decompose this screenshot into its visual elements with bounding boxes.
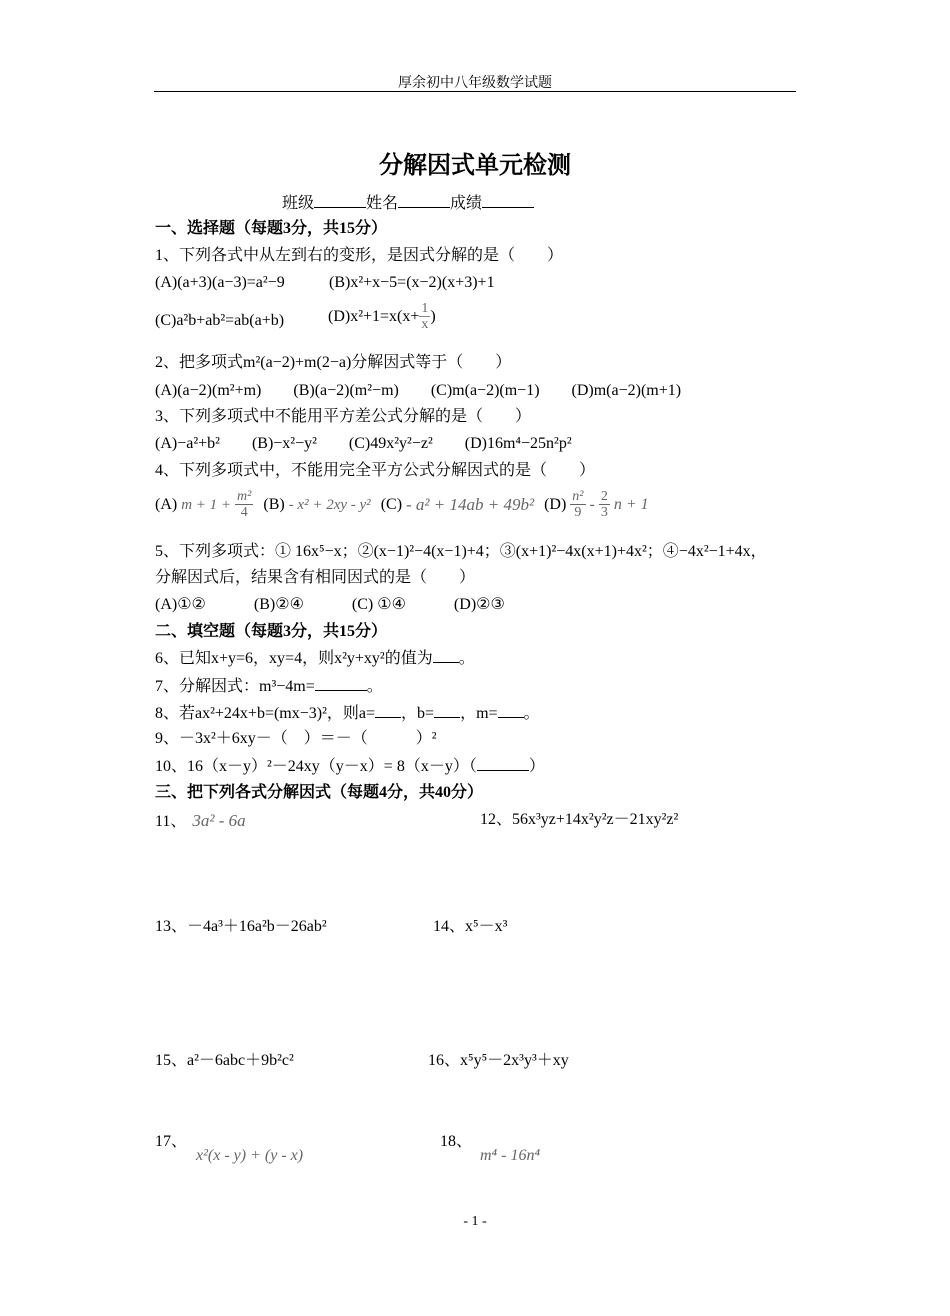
q5-stem-2: 分解因式后，结果含有相同因式的是（ ） (155, 569, 476, 586)
q4-a-fraction (235, 490, 253, 520)
page-title: 分解因式单元检测 (379, 151, 571, 179)
q4-a-expr: m + 1 + (181, 497, 232, 513)
q4-options (155, 490, 649, 520)
q17-expr: x²(x - y) + (y - x) (196, 1147, 304, 1164)
q2-options: (A)(a−2)(m²+m) (B)(a−2)(m²−m) (C)m(a−2)(m−1) (D)m(a−2)(m+1) (155, 382, 682, 399)
q6-end: 。 (458, 650, 475, 667)
q10-blank[interactable] (477, 756, 529, 771)
name-label: 姓名 (366, 195, 399, 212)
q7-end: 。 (366, 678, 383, 695)
q15-text: 15、a²－6abc＋9b²c² (155, 1052, 294, 1069)
q4-d-fraction-1 (570, 490, 585, 520)
q4-a-prefix: (A) (155, 496, 178, 513)
q18-label: 18、 (440, 1133, 473, 1150)
q11 (155, 811, 246, 832)
q8-blank-m[interactable] (498, 703, 524, 718)
q7 (155, 676, 383, 697)
q8 (155, 703, 540, 724)
q1-d-den: x (421, 317, 429, 332)
q4-d-num1: n² (572, 489, 584, 504)
q4-d-den1: 9 (570, 504, 585, 520)
q6 (155, 648, 475, 669)
q11-expr: 3a² - 6a (192, 811, 246, 830)
q3-stem: 3、下列多项式中不能用平方差公式分解的是（ ） (155, 408, 532, 425)
section-1-heading: 一、选择题（每题3分，共15分） (155, 220, 388, 237)
q10 (155, 756, 545, 777)
q12-text: 12、56x³yz+14x²y²z－21xy²z² (480, 811, 679, 828)
q1-option-a: (A)(a+3)(a−3)=a²−9 (155, 274, 285, 291)
q4-b-prefix: (B) (263, 496, 285, 513)
q4-d-prefix: (D) (544, 496, 567, 513)
q4-a-den: 4 (235, 504, 253, 520)
q4-d-den2: 3 (600, 505, 608, 520)
q4-a-num: m² (237, 489, 252, 504)
q4-c-expr: - a² + 14ab + 49b² (406, 495, 535, 514)
q11-label: 11、 (155, 813, 187, 830)
class-blank[interactable] (314, 193, 366, 208)
q8-p3: ，m= (460, 705, 498, 722)
q6-blank[interactable] (433, 648, 459, 663)
q5-options: (A)①② (B)②④ (C) ①④ (D)②③ (155, 596, 505, 613)
header-rule (154, 91, 796, 92)
q5-stem-1: 5、下列多项式：① 16x⁵−x；②(x−1)²−4(x−1)+4；③(x+1)²−4x(x+1)+4x²；④−4x²−1+4x， (155, 543, 767, 560)
name-blank[interactable] (398, 193, 450, 208)
page-header: 厚余初中八年级数学试题 (398, 76, 552, 91)
q6-text: 6、已知x+y=6，xy=4，则x²y+xy²的值为 (155, 650, 433, 667)
q4-b-expr: - x² + 2xy - y² (288, 497, 371, 513)
page-number: - 1 - (463, 1214, 487, 1229)
q7-blank[interactable] (315, 676, 367, 691)
q1-option-c: (C)a²b+ab²=ab(a+b) (155, 312, 285, 329)
q4-d-minus: - (589, 496, 595, 513)
q17-label: 17、 (155, 1133, 188, 1150)
q7-text: 7、分解因式：m³−4m= (155, 678, 315, 695)
q9-text: 9、－3x²＋6xy－（ ）＝－（ ）² (155, 730, 437, 747)
q1-stem: 1、下列各式中从左到右的变形，是因式分解的是（ ） (155, 247, 564, 264)
q1-d-num: 1 (421, 301, 429, 316)
q10-text: 10、16（x－y）²－24xy（y－x）= 8（x－y）（ (155, 758, 477, 775)
q4-d-tail: n + 1 (613, 496, 649, 513)
q8-blank-b[interactable] (434, 703, 460, 718)
q1-d-fraction (419, 302, 430, 332)
q8-p2: ，b= (401, 705, 435, 722)
q1-option-b: (B)x²+x−5=(x−2)(x+3)+1 (329, 274, 495, 291)
student-info (282, 193, 534, 214)
q1-d-suffix: ) (430, 308, 436, 325)
q8-blank-a[interactable] (375, 703, 401, 718)
score-label: 成绩 (450, 195, 483, 212)
score-blank[interactable] (482, 193, 534, 208)
q1-option-d (328, 302, 436, 332)
q4-d-num2: 2 (600, 489, 608, 504)
q13-text: 13、－4a³＋16a²b－26ab² (155, 918, 327, 935)
q8-end: 。 (523, 705, 540, 722)
q4-stem: 4、下列多项式中，不能用完全平方公式分解因式的是（ ） (155, 462, 596, 479)
q2-stem: 2、把多项式m²(a−2)+m(2−a)分解因式等于（ ） (155, 354, 512, 371)
q16-text: 16、x⁵y⁵－2x³y³＋xy (428, 1052, 569, 1069)
q14-text: 14、x⁵－x³ (433, 918, 508, 935)
q4-d-fraction-2 (599, 490, 610, 520)
section-2-heading: 二、填空题（每题3分，共15分） (155, 623, 388, 640)
q8-p1: 8、若ax²+24x+b=(mx−3)²，则a= (155, 705, 376, 722)
section-3-heading: 三、把下列各式分解因式（每题4分，共40分） (155, 784, 484, 801)
q4-c-prefix: (C) (380, 496, 403, 513)
q10-end: ） (528, 758, 545, 775)
q3-options: (A)−a²+b² (B)−x²−y² (C)49x²y²−z² (D)16m⁴−25n²p² (155, 435, 572, 452)
q18-expr: m⁴ - 16n⁴ (480, 1147, 541, 1164)
class-label: 班级 (282, 195, 315, 212)
q1-d-prefix: (D)x²+1=x(x+ (328, 308, 420, 325)
